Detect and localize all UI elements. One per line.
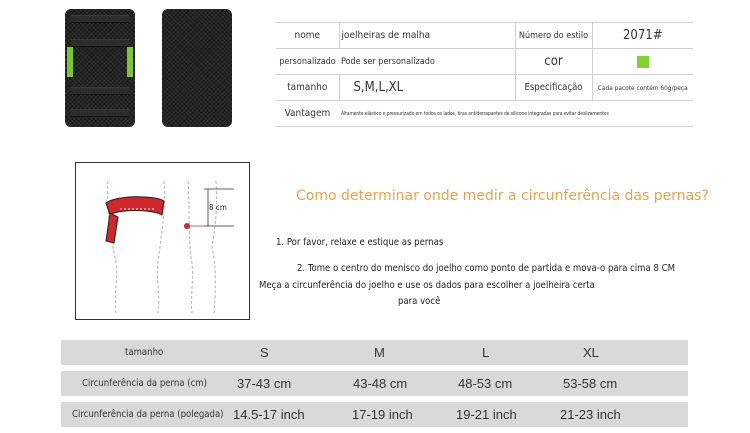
size-value: S,M,L,XL — [339, 75, 515, 101]
name-value: joelheiras de malha — [339, 23, 515, 49]
size-cm-xl: 53-58 cm — [563, 376, 618, 391]
size-header-s: S — [260, 345, 269, 360]
size-inch-l: 19-21 inch — [456, 407, 517, 422]
size-row-cm — [61, 371, 688, 396]
leg-illustration — [76, 163, 249, 319]
size-label: tamanho — [276, 75, 339, 101]
style-value: 2071# — [592, 23, 693, 49]
measure-title: Como determinar onde medir a circunferência das pernas? — [296, 188, 709, 204]
advantage-label: Vantagem — [276, 101, 339, 127]
measure-step-3: Meça a circunferência do joelho e use os dados para escolher a joelheira certa — [259, 280, 595, 291]
color-swatch — [592, 49, 693, 75]
product-photo-front — [65, 9, 135, 127]
spec-label: Especificação — [515, 75, 592, 101]
size-inch-m: 17-19 inch — [352, 407, 413, 422]
size-row-cm-label: Circunferência da perna (cm) — [82, 378, 207, 389]
size-row-inch — [61, 402, 688, 427]
measure-step-4: para você — [398, 296, 441, 307]
name-label: nome — [276, 23, 339, 49]
size-header-m: M — [374, 345, 385, 360]
custom-value: Pode ser personalizado — [339, 49, 515, 75]
size-header-xl: XL — [583, 345, 599, 360]
size-cm-s: 37-43 cm — [237, 376, 292, 391]
size-cm-l: 48-53 cm — [458, 376, 513, 391]
product-photo-back — [162, 9, 232, 127]
size-inch-s: 14.5-17 inch — [233, 407, 305, 422]
size-row-inch-label: Circunferência da perna (polegada) — [72, 409, 224, 420]
knee-measure-diagram — [75, 162, 250, 320]
custom-label: personalizado — [276, 49, 339, 75]
size-inch-xl: 21-23 inch — [560, 407, 621, 422]
measure-step-1: 1. Por favor, relaxe e estique as pernas — [276, 237, 444, 248]
size-header-label: tamanho — [125, 347, 164, 358]
size-chart-header — [61, 340, 688, 365]
size-header-l: L — [482, 345, 490, 360]
style-label: Número do estilo — [515, 23, 592, 49]
measure-label: 8 cm — [209, 203, 227, 212]
color-label: cor — [515, 49, 592, 75]
advantage-value: Altamente elástico e pressurizado em todos os lados, tiras antiderrapantes de silicone integradas para evitar deslizamentos — [339, 101, 693, 127]
measure-step-2: 2. Tome o centro do menisco do joelho como ponto de partida e mova-o para cima 8 CM — [297, 263, 675, 274]
spec-table — [276, 22, 693, 127]
size-cm-m: 43-48 cm — [353, 376, 408, 391]
spec-value: Cada pacote contém 60g/peça — [592, 75, 693, 101]
